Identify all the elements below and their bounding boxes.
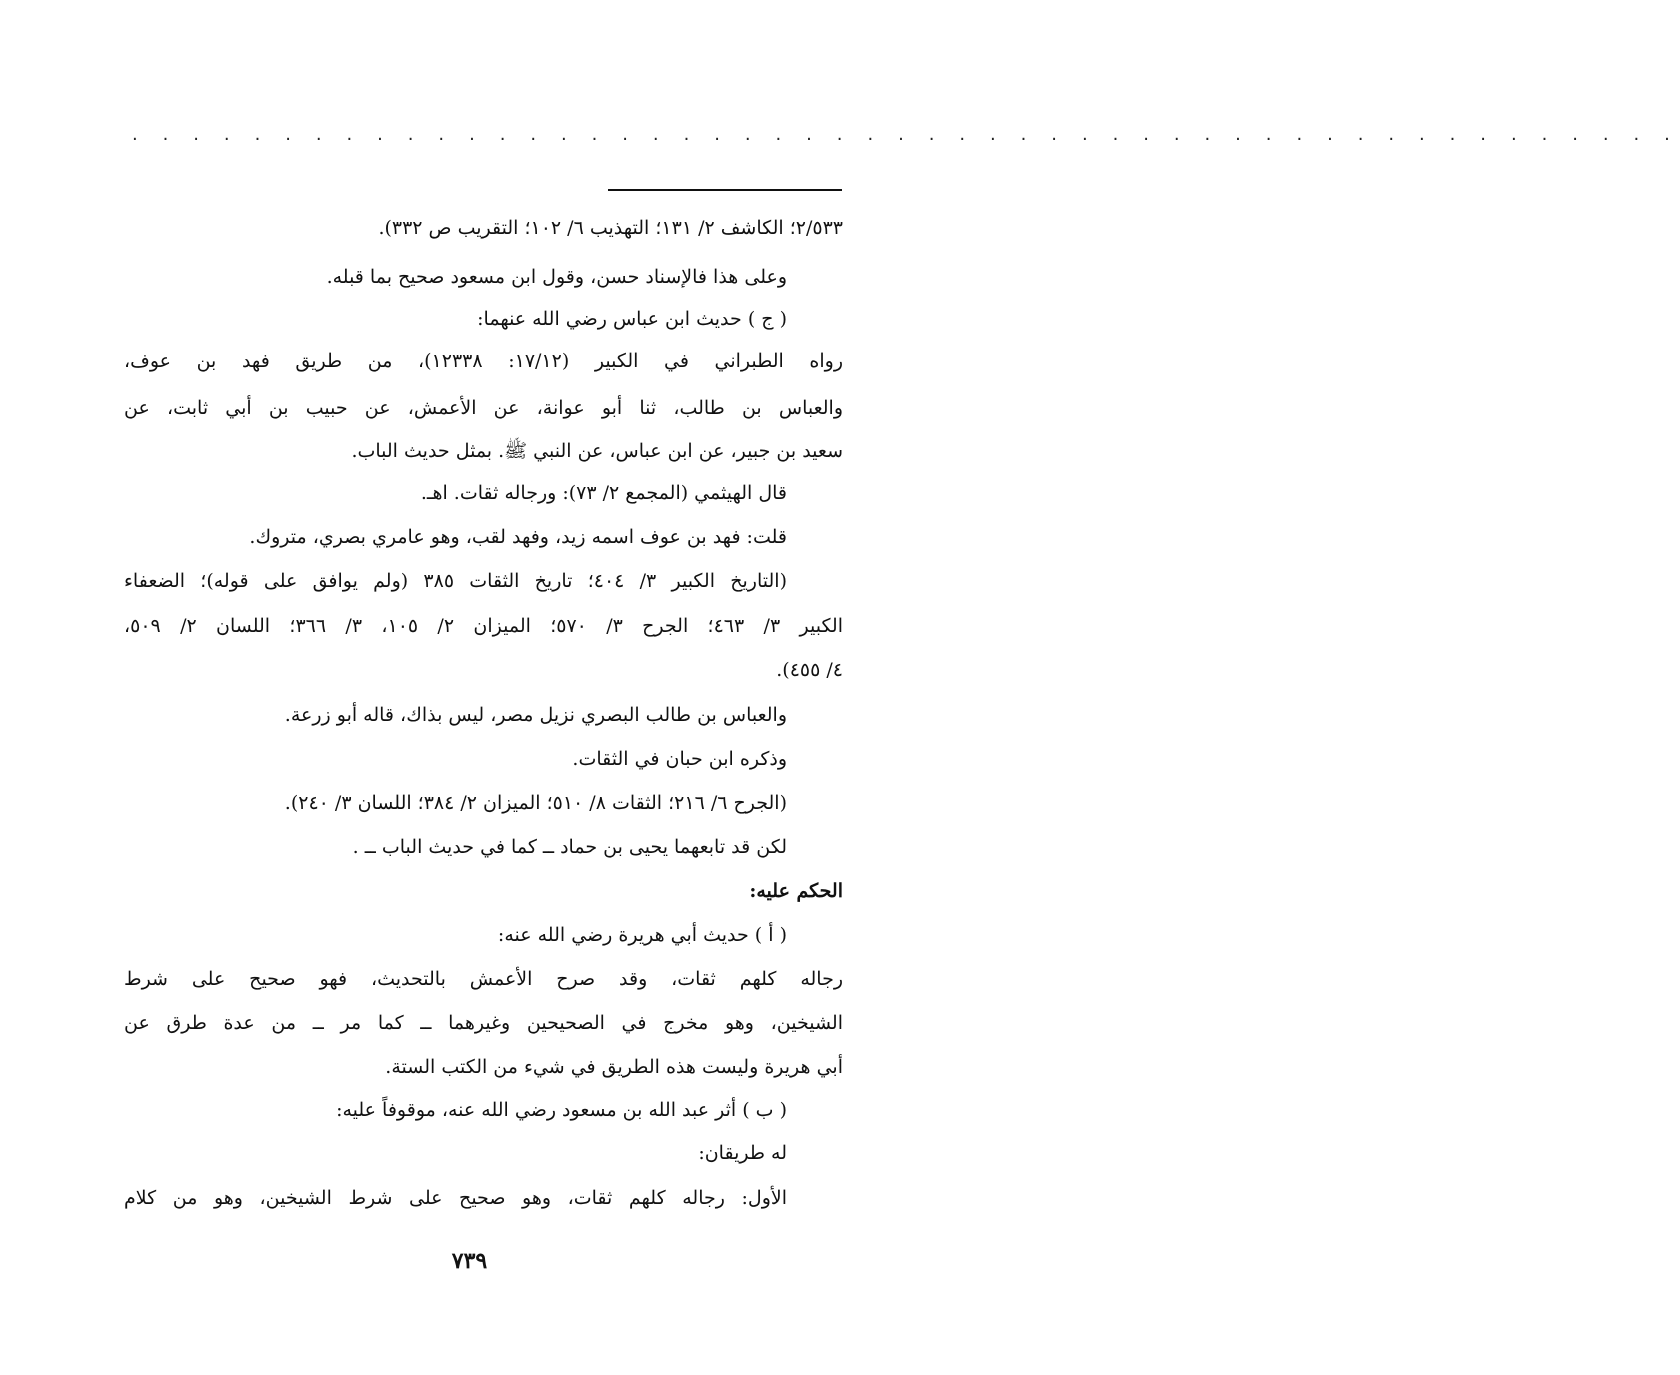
text-line: قال الهيثمي (المجمع ٢/ ٧٣): ورجاله ثقات. اهـ. (420, 482, 787, 504)
text-line: الشيخين، وهو مخرج في الصحيحين وغيرهما ــ كما مر ــ من عدة طرق عن (124, 1012, 843, 1034)
text-line: (الجرح ٦/ ٢١٦؛ الثقات ٨/ ٥١٠؛ الميزان ٢/ ٣٨٤؛ اللسان ٣/ ٢٤٠). (284, 792, 787, 814)
text-line: سعيد بن جبير، عن ابن عباس، عن النبي ﷺ. بمثل حديث الباب. (351, 440, 843, 462)
text-line: ( ب ) أثر عبد الله بن مسعود رضي الله عنه، موقوفاً عليه: (336, 1099, 787, 1121)
text-line: قلت: فهد بن عوف اسمه زيد، وفهد لقب، وهو عامري بصري، متروك. (249, 526, 787, 548)
text-line: وذكره ابن حبان في الثقات. (572, 748, 787, 770)
page-number: ٧٣٩ (451, 1248, 488, 1274)
text-line: ٢/٥٣٣؛ الكاشف ٢/ ١٣١؛ التهذيب ٦/ ١٠٢؛ التقريب ص ٣٣٢). (378, 217, 843, 239)
section-heading: الحكم عليه: (749, 880, 843, 902)
text-line: ( أ ) حديث أبي هريرة رضي الله عنه: (497, 924, 787, 946)
text-line: ٤/ ٤٥٥). (776, 659, 843, 681)
text-line: وعلى هذا فالإسناد حسن، وقول ابن مسعود صحيح بما قبله. (326, 266, 787, 288)
text-line: والعباس بن طالب، ثنا أبو عوانة، عن الأعمش، عن حبيب بن أبي ثابت، عن (124, 397, 843, 419)
footnote-rule (608, 189, 842, 191)
text-line: (التاريخ الكبير ٣/ ٤٠٤؛ تاريخ الثقات ٣٨٥ (ولم يوافق على قوله)؛ الضعفاء (124, 570, 787, 592)
text-line: رواه الطبراني في الكبير (١٧/١٢: ١٢٣٣٨)، من طريق فهد بن عوف، (124, 350, 844, 372)
text-line: ( ج ) حديث ابن عباس رضي الله عنهما: (477, 308, 787, 330)
text-line: لكن قد تابعهما يحيى بن حماد ــ كما في حديث الباب ــ . (352, 836, 787, 858)
text-line: له طريقان: (698, 1142, 787, 1164)
text-line: رجاله كلهم ثقات، وقد صرح الأعمش بالتحديث، فهو صحيح على شرط (124, 968, 843, 990)
text-line: الأول: رجاله كلهم ثقات، وهو صحيح على شرط الشيخين، وهو من كلام (124, 1187, 787, 1209)
text-line: الكبير ٣/ ٤٦٣؛ الجرح ٣/ ٥٧٠؛ الميزان ٢/ ١٠٥، ٣/ ٣٦٦؛ اللسان ٢/ ٥٠٩، (124, 615, 844, 637)
text-line: والعباس بن طالب البصري نزيل مصر، ليس بذاك، قاله أبو زرعة. (284, 704, 787, 726)
text-line: أبي هريرة وليست هذه الطريق في شيء من الكتب الستة. (385, 1056, 843, 1078)
dotted-separator: . . . . . . . . . . . . . . . . . . . . . . . . . . . . . . . . . . . . . . . . . . . . . . . . . . . (132, 124, 1680, 145)
